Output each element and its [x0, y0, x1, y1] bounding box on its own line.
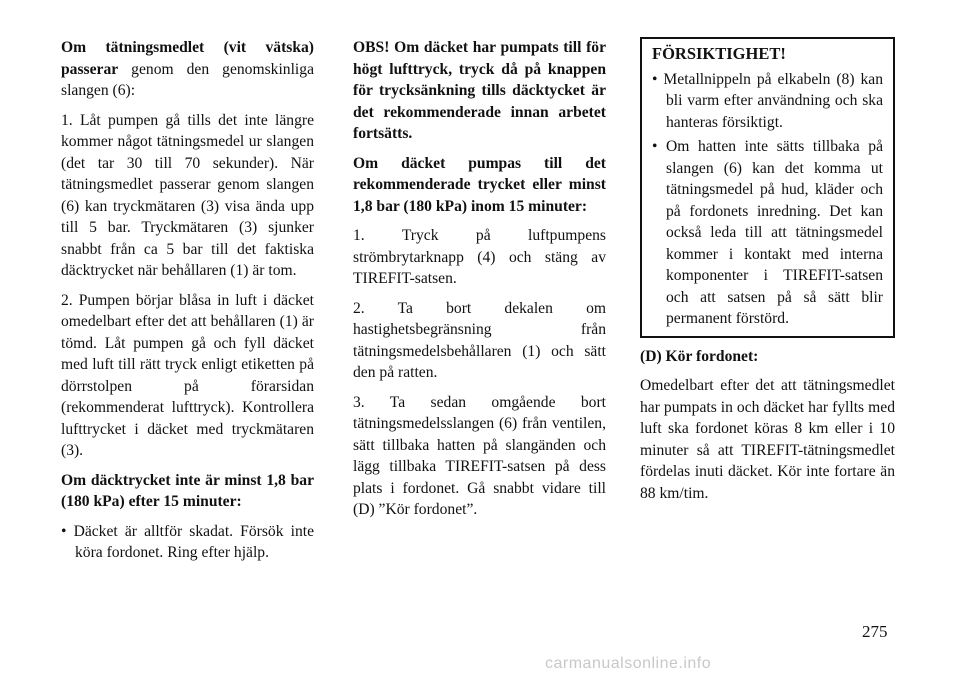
step-3-paragraph: 3. Ta sedan omgående bort tätningsmedelsslangen (6) från ventilen, sätt tillbaka hatten på slangänden och lägg tillbaka TIREFIT-satsen på dess plats i fordonet. Gå snabbt vidare till (D) ”Kör fordonet”.	[353, 393, 606, 518]
column-2	[353, 37, 606, 529]
step-2-paragraph: 2. Pumpen börjar blåsa in luft i däcket omedelbart efter det att behållaren (1) är tömd. Låt pumpen gå och fyll däcket med luft till rätt tryck enligt etiketten på dörrstolpen på förarsidan (rekommenderat lufttryck). Kontrollera lufttrycket i däcket med tryckmätaren (3).	[61, 291, 314, 459]
step-1-paragraph: 1. Tryck på luftpumpens strömbrytarknapp (4) och stäng av TIREFIT-satsen.	[353, 227, 606, 287]
bold-text: Om däcket pumpas till det rekommenderade trycket eller minst 1,8 bar (180 kPa) inom 15 minuter:	[353, 154, 606, 215]
step-2-paragraph: 2. Ta bort dekalen om hastighetsbegränsning från tätningsmedelsbehållaren (1) och sätt den på ratten.	[353, 299, 606, 381]
note-paragraph	[353, 37, 606, 145]
column-1	[61, 37, 314, 572]
caution-title: FÖRSIKTIGHET!	[652, 44, 786, 63]
bold-lead: Om tätningsmedlet (vit vätska) passerar	[61, 39, 314, 78]
bold-text: (D) Kör fordonet:	[640, 347, 759, 365]
bold-text: OBS! Om däcket har pumpats till för högt lufttryck, tryck då på knappen för trycksänkning tills däcktycket är det rekommenderade innan arbetet fortsätts.	[353, 39, 606, 142]
condition-heading	[61, 470, 314, 513]
caution-bullet-2: • Om hatten inte sätts tillbaka på slangen (6) kan det komma ut tätningsmedel på hud, kläder och på fordonets inredning. Det kan också leda till att tätningsmedel kommer i kontakt med interna komponenter i TIREFIT-satsen och att satsen på så sätt blir permanent förstörd.	[652, 138, 883, 327]
section-heading	[640, 346, 895, 368]
caution-box	[640, 37, 895, 338]
condition-heading	[353, 153, 606, 218]
step-1-paragraph: 1. Låt pumpen gå tills det inte längre kommer något tätningsmedel ur slangen (det tar 30 till 70 sekunder). När tätningsmedlet passerar genom slangen (6) kan tryckmätaren (3) visa ända upp till 5 bar. Tryckmätaren (3) sjunker snabbt från ca 5 bar till det faktiska däcktrycket när behållaren (1) är tom.	[61, 111, 314, 279]
bullet-tire-damaged: • Däcket är alltför skadat. Försök inte köra fordonet. Ring efter hjälp.	[61, 522, 314, 561]
paragraph-sealant-passes	[61, 37, 314, 102]
caution-bullet-1: • Metallnippeln på elkabeln (8) kan bli varm efter användning och ska hanteras försiktigt.	[652, 70, 883, 131]
page-number: 275	[862, 622, 888, 641]
bold-text: Om däcktrycket inte är minst 1,8 bar (180 kPa) efter 15 minuter:	[61, 471, 314, 510]
drive-paragraph: Omedelbart efter det att tätningsmedlet har pumpats in och däcket har fyllts med luft ska fordonet köras 8 km eller i 10 minuter så att TIREFIT-tätningsmedlet fördelas inuti däcket. Kör inte fortare än 88 km/tim.	[640, 377, 895, 502]
text: genom den genomskinliga slangen (6):	[61, 60, 314, 99]
column-3	[640, 37, 895, 512]
watermark: carmanualsonline.info	[545, 655, 712, 672]
